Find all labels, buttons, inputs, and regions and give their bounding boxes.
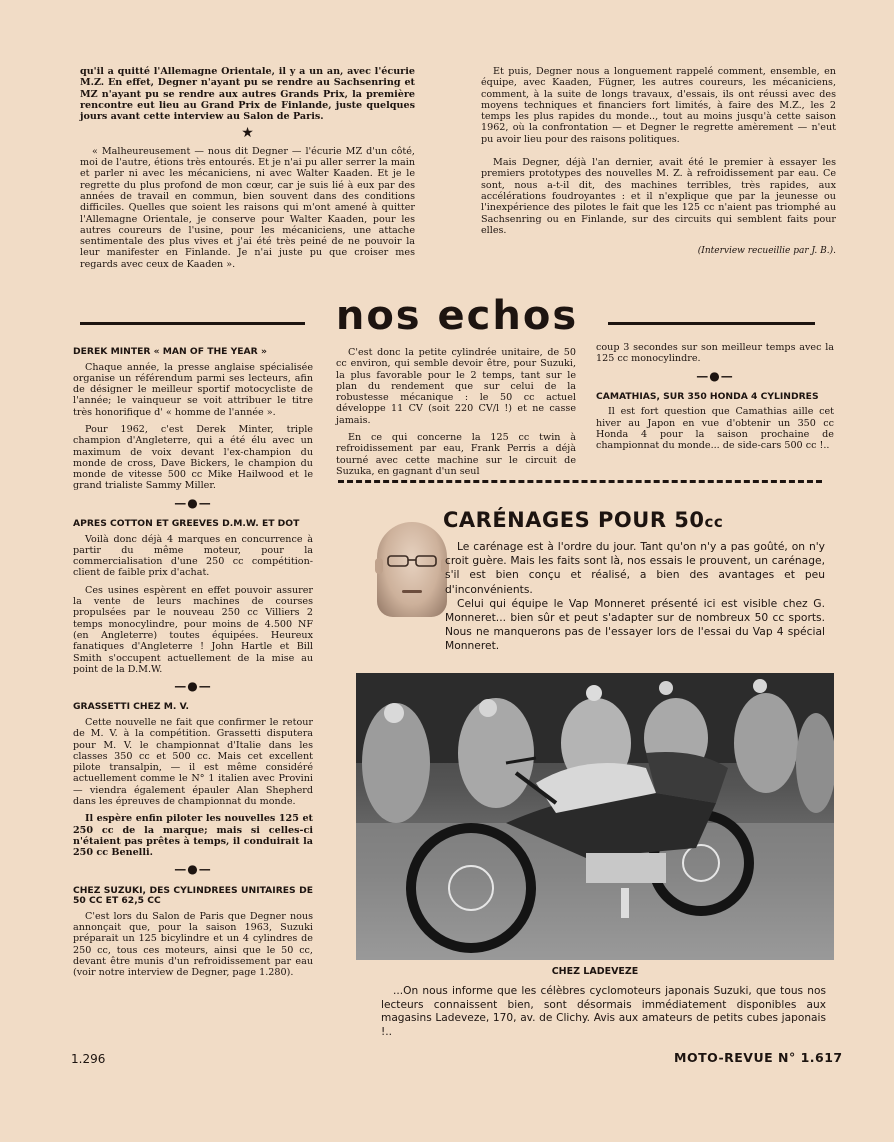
ladeveze-text (381, 985, 826, 1039)
interview-paragraph: qu'il a quitté l'Allemagne Orientale, il y a un an, avec l'écurie M.Z. En effet, Degner n'ayant pu se rendre au Sachsenring et MZ n'ayant pu se rendre aux autres Grands Prix, la première rencontre eut lieu au Grand Prix de Finlande, juste quelques jours avant cette interview au Salon de Paris. (80, 66, 415, 123)
carenages-title (443, 508, 823, 532)
echo-paragraph: Il est fort question que Camathias aille cet hiver au Japon en vue d'obtenir un 350 cc Honda 4 pour la saison prochaine de championnat du monde... de side-cars 500 cc !.. (596, 406, 834, 452)
interview-paragraph: Et puis, Degner nous a longuement rappelé comment, ensemble, en équipe, avec Kaaden, Fügner, les autres coureurs, les mécaniciens, comment, à la suite de longs travaux, d'essais, ils ont réussi avec des moyens techniques et financiers fort limités, à faire des M.Z., les 2 temps les plus rapides du monde.., tout au moins jusqu'à cette saison 1962, où la confrontation — et Degner le regrette amèrement — n'eut pu avoir lieu pour des raisons politiques. (481, 66, 836, 145)
scooter-illustration (356, 673, 834, 960)
echo-paragraph: En ce qui concerne la 125 cc twin à refroidissement par eau, Frank Perris a déjà tourné avec cette machine sur le circuit de Suzuka, en gagnant d'un seul (336, 432, 576, 477)
carenages-title-unit: cc (704, 513, 724, 531)
echo-paragraph: C'est lors du Salon de Paris que Degner nous annonçait que, pour la saison 1963, Suzuki préparait un 125 bicylindre et un 4 cylindres de 250 cc, tous ces moteurs, ainsi que le 50 cc, devant être munis d'un refroidissement par eau (voir notre interview de Degner, page 1.280). (73, 910, 313, 979)
section-title: nos echos (335, 293, 579, 339)
interview-paragraph: Mais Degner, déjà l'an dernier, avait été le premier à essayer les premiers prototypes des nouvelles M. Z. à refroidissement par eau. Ce sont, nous a-t-il dit, des machines terribles, très rapides, aux accélérations foudroyantes : et il n'explique que par la jeunesse ou l'inexpérience des pilotes le fait que les 125 cc n'aient pas triomphé au Sachsenring ou en Finlande, sur des circuits qui semblent faits pour elles. (481, 157, 836, 236)
echo-heading: CAMATHIAS, SUR 350 HONDA 4 CYLINDRES (596, 390, 819, 402)
dashed-divider (338, 480, 822, 489)
scooter-photo (356, 673, 834, 960)
dot-separator: —●— (174, 495, 212, 510)
ear-shape (375, 558, 383, 574)
photo-caption: CHEZ LADEVEZE (551, 966, 639, 977)
echos-column-1 (73, 347, 313, 985)
interview-column-left (80, 66, 415, 276)
interview-quote: « Malheureusement — nous dit Degner — l'écurie MZ d'un côté, moi de l'autre, étions très entourés. Et je n'ai pu aller serrer la main et parler ni avec les mécaniciens, ni avec Walter Kaaden. Et je le regrette du plus profond de mon cœur, car je suis lié à eux par des années de travail en commun, bien souvent dans des conditions difficiles. Quelles que soient les raisons qui m'ont amené à quitter l'Allemagne Orientale, je conserve pour Walter Kaaden, pour les autres coureurs de l'usine, pour les mécaniciens, une attache sentimentale des plus vives et j'ai été très peiné de ne pouvoir la leur manifester en Finlande. Je n'ai juste pu que croiser mes regards avec ceux de Kaaden ». (80, 145, 415, 270)
echo-paragraph: Il espère enfin piloter les nouvelles 125 et 250 cc de la marque; mais si celles-ci n'étaient pas prêtes à temps, il conduirait la 250 cc Benelli. (73, 813, 313, 859)
echo-paragraph: Voilà donc déjà 4 marques en concurrence à partir du même moteur, pour la commercialisation d'une 250 cc compétition-client de faible prix d'achat. (73, 533, 313, 579)
echo-paragraph: Ces usines espèrent en effet pouvoir assurer la vente de leurs machines de courses propulsées par le nouveau 250 cc Villiers 2 temps monocylindre, pour moins de 4.500 NF (en Angleterre) toutes équipées. Heureux fanatiques d'Angleterre ! John Hartle et Bill Smith s'occupent actuellement de la mise au point de la D.M.W. (73, 584, 313, 675)
carenages-paragraph: Celui qui équipe le Vap Monneret présenté ici est visible chez G. Monneret... bien sûr et peut s'adapter sur de nombreux 50 cc sports. Nous ne manquerons pas de l'essayer lors de l'essai du Vap 4 spécial Monneret. (445, 596, 825, 653)
carenages-title-text: CARÉNAGES POUR 50 (443, 508, 705, 532)
echo-heading: APRES COTTON ET GREEVES D.M.W. ET DOT (73, 518, 300, 530)
portrait-photo (377, 522, 447, 617)
echo-heading: DEREK MINTER « MAN OF THE YEAR » (73, 346, 267, 357)
dot-separator: —●— (174, 862, 212, 877)
echo-paragraph: C'est donc la petite cylindrée unitaire, de 50 cc environ, qui semble devoir être, pour Suzuki, la plus favorable pour le 2 temps, tant sur le plan du rendement que sur celui de la robustesse mécanique : le 50 cc actuel développe 11 CV (soit 220 CV/l !) et ne casse jamais. (336, 347, 576, 426)
ladeveze-paragraph: ...On nous informe que les célèbres cyclomoteurs japonais Suzuki, que tous nos lecteurs connaissent bien, sont désormais immédiatement disponibles aux magasins Ladeveze, 170, av. de Clichy. Avis aux amateurs de petits cubes japonais !.. (381, 985, 826, 1038)
dot-separator: —●— (696, 368, 734, 383)
carenages-text (445, 540, 825, 654)
interview-column-right (481, 66, 836, 257)
echo-heading: CHEZ SUZUKI, DES CYLINDREES UNITAIRES DE 50 CC ET 62,5 CC (73, 884, 313, 907)
carenages-paragraph: Le carénage est à l'ordre du jour. Tant qu'on n'y a pas goûté, on n'y croit guère. Mais les faits sont là, nos essais le prouvent, un carénage, s'il est bien conçu et réalisé, a bien des avantages et peu d'inconvénients. (445, 540, 825, 596)
echos-column-3 (596, 342, 834, 458)
glasses-icon (387, 555, 437, 567)
rule-left (80, 322, 305, 325)
echo-paragraph: Pour 1962, c'est Derek Minter, triple champion d'Angleterre, qui a été élu avec un maximum de voix devant l'ex-champion du monde de cross, Dave Bickers, le champion du monde de vitesse 500 cc Mike Hailwood et le grand trialiste Sammy Miller. (73, 423, 313, 492)
dot-separator: —●— (174, 679, 212, 694)
star-separator: ★ (241, 125, 254, 142)
magazine-issue: MOTO-REVUE N° 1.617 (674, 1050, 843, 1065)
rule-right (608, 322, 815, 325)
interview-credit: (Interview recueillie par J. B.). (697, 246, 836, 257)
mouth-shape (402, 590, 422, 593)
echos-column-2 (336, 347, 576, 483)
section-header (80, 293, 815, 339)
page-number: 1.296 (71, 1052, 106, 1066)
echo-paragraph: coup 3 secondes sur son meilleur temps avec la 125 cc monocylindre. (596, 342, 834, 365)
echo-heading: GRASSETTI CHEZ M. V. (73, 701, 189, 713)
echo-paragraph: Chaque année, la presse anglaise spécialisée organise un référendum parmi ses lecteurs, afin de désigner le meilleur sportif motocycliste de l'année; le vainqueur se voit attribuer le titre très honorifique d' « homme de l'année ». (73, 361, 313, 418)
echo-paragraph: Cette nouvelle ne fait que confirmer le retour de M. V. à la compétition. Grassetti disputera pour M. V. le championnat d'Italie dans les classes 350 cc et 500 cc. Mais cet excellent pilote transalpin, — il est même considéré actuellement comme le N° 1 italien avec Provini — viendra également épauler Alan Shepherd dans les épreuves de championnat du monde. (73, 716, 313, 807)
